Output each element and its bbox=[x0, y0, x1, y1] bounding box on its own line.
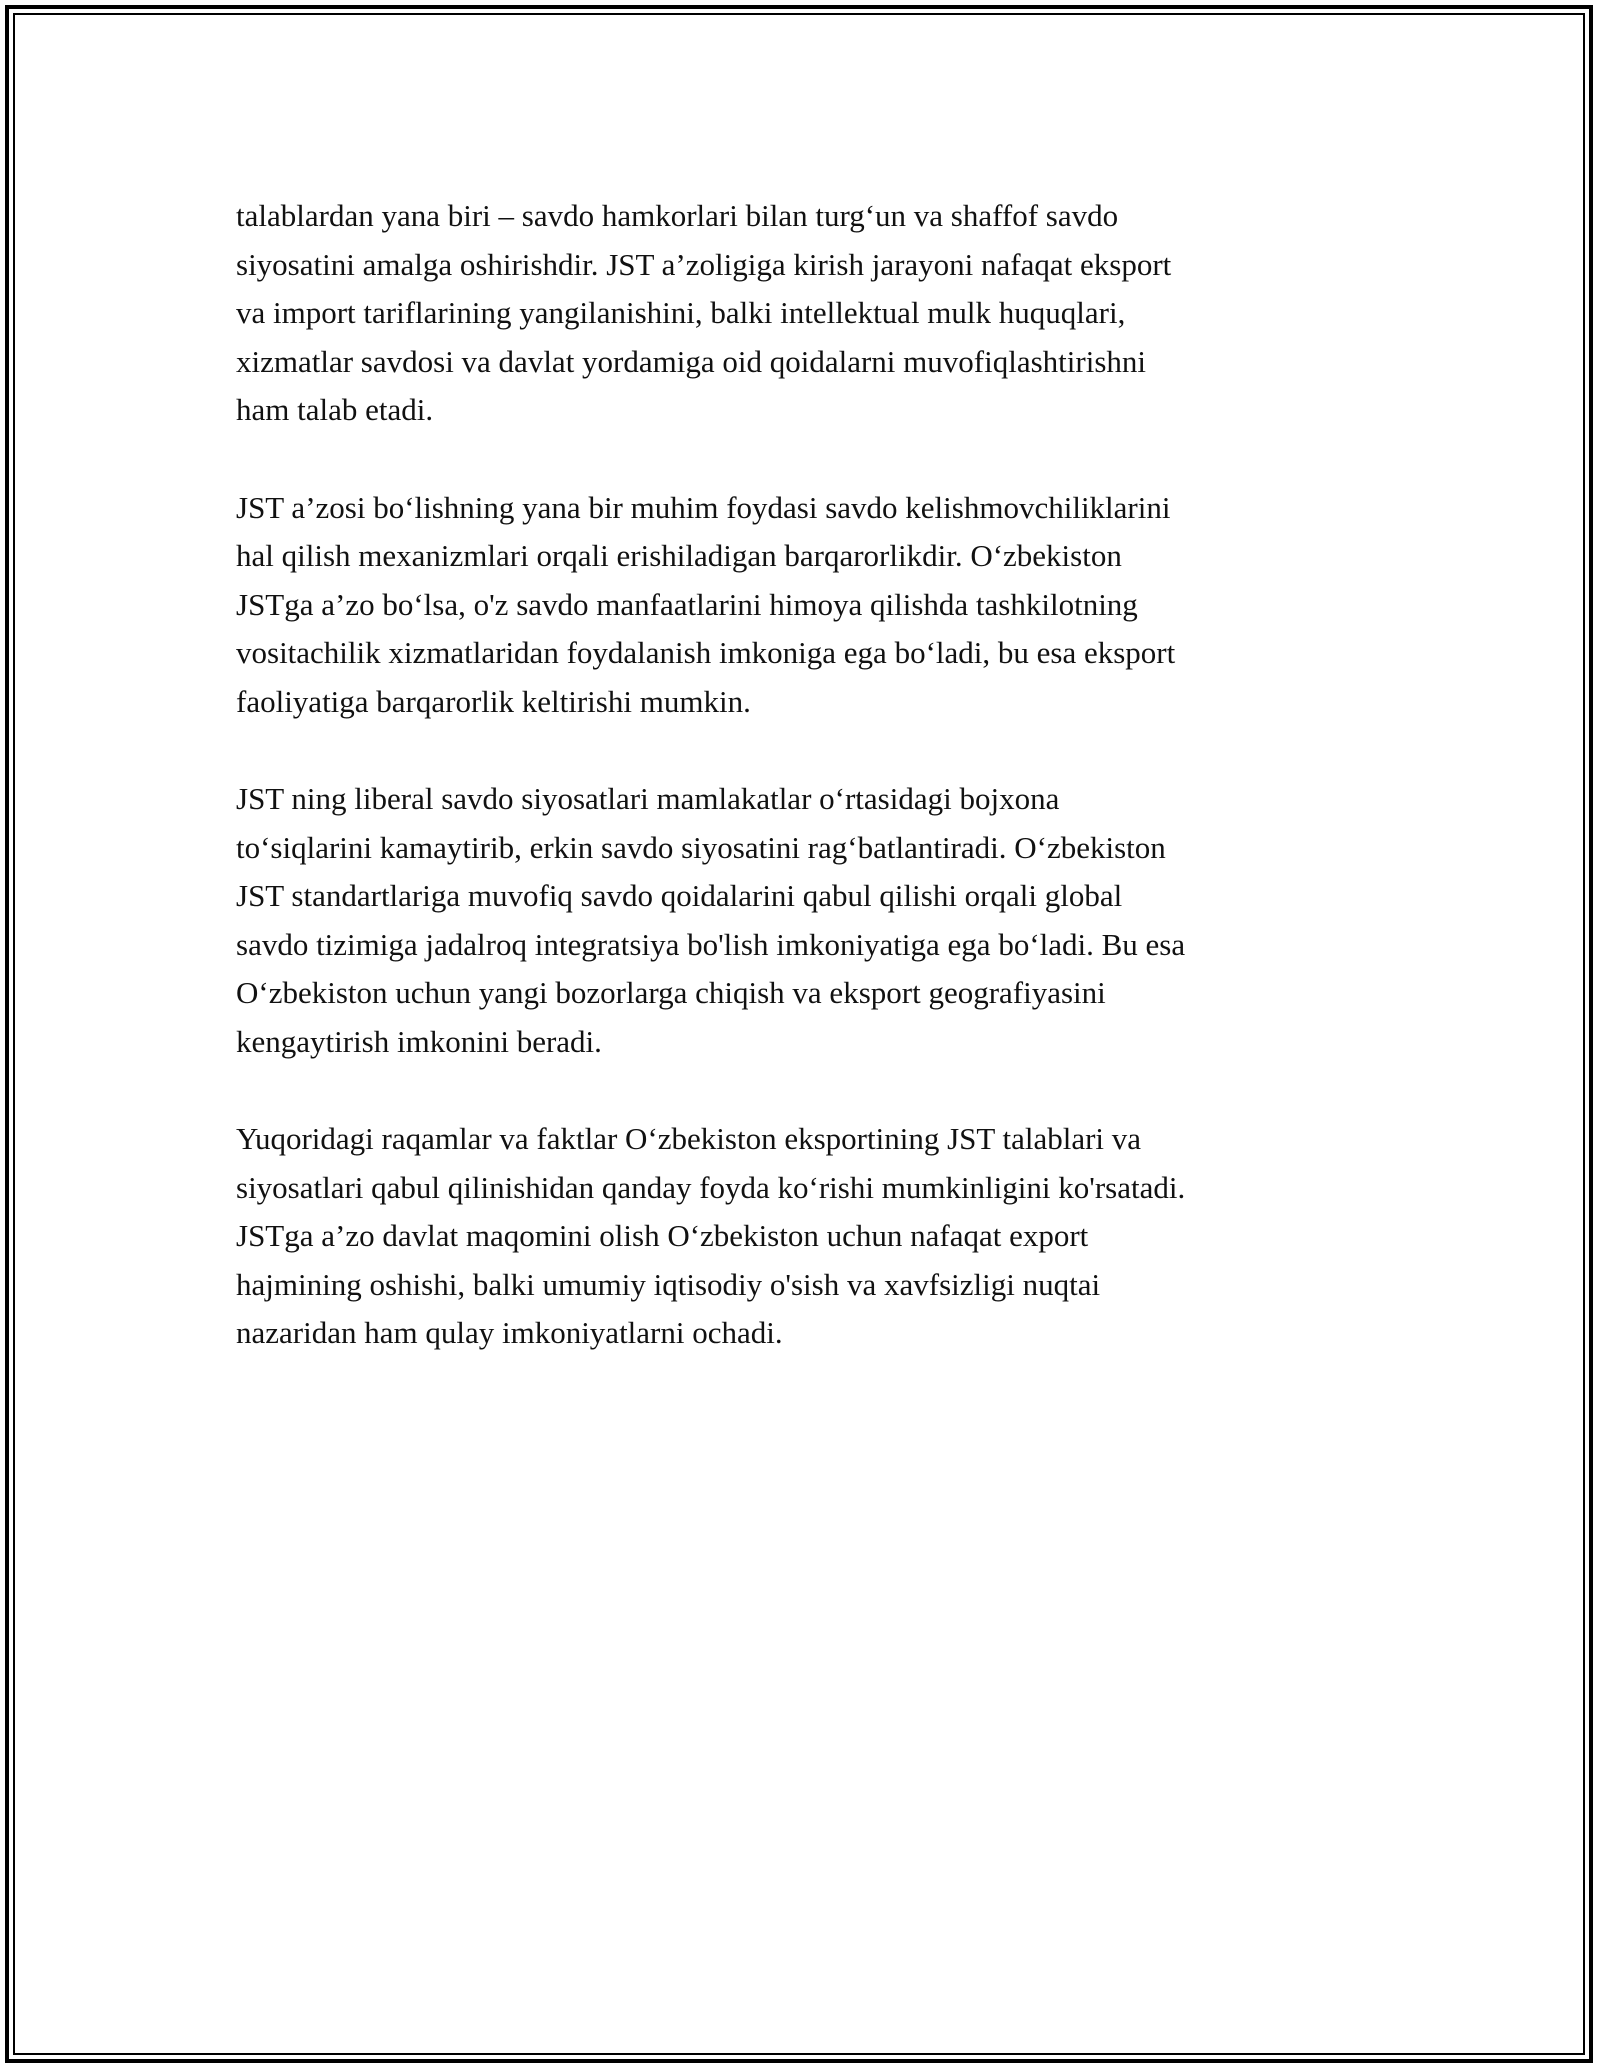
paragraph-3: JST ning liberal savdo siyosatlari mamlakatlar o‘rtasidagi bojxona to‘siqlarini kamaytirib, erkin savdo siyosatini rag‘batlantiradi. O‘zbekiston JST standartlariga muvofiq savdo qoidalarini qabul qilishi orqali global savdo tizimiga jadalroq integratsiya bo'lish imkoniyatiga ega bo‘ladi. Bu esa O‘zbekiston uchun yangi bozorlarga chiqish va eksport geografiyasini kengaytirish imkonini beradi. bbox=[236, 781, 1186, 1059]
paragraph-2: JST a’zosi bo‘lishning yana bir muhim foydasi savdo kelishmovchiliklarini hal qilish mexanizmlari orqali erishiladigan barqarorlikdir. O‘zbekiston JSTga a’zo bo‘lsa, o'z savdo manfaatlarini himoya qilishda tashkilotning vositachilik xizmatlaridan foydalanish imkoniga ega bo‘ladi, bu esa eksport faoliyatiga barqarorlik keltirishi mumkin. bbox=[236, 489, 1176, 719]
paragraph-1: talablardan yana biri – savdo hamkorlari bilan turg‘un va shaffof savdo siyosatini amalga oshirishdir. JST a’zoligiga kirish jarayoni nafaqat eksport va import tariflarining yangilanishini, balki intellektual mulk huquqlari, xizmatlar savdosi va davlat yordamiga oid qoidalarni muvofiqlashtirishni ham talab etadi. bbox=[236, 198, 1172, 427]
document-body bbox=[236, 192, 1376, 1407]
paragraph-4: Yuqoridagi raqamlar va faktlar O‘zbekiston eksportining JST talablari va siyosatlari qabul qilinishidan qanday foyda ko‘rishi mumkinligini ko'rsatadi. JSTga a’zo davlat maqomini olish O‘zbekiston uchun nafaqat export hajmining oshishi, balki umumiy iqtisodiy o'sish va xavfsizligi nuqtai nazaridan ham qulay imkoniyatlarni ochadi. bbox=[236, 1121, 1186, 1350]
